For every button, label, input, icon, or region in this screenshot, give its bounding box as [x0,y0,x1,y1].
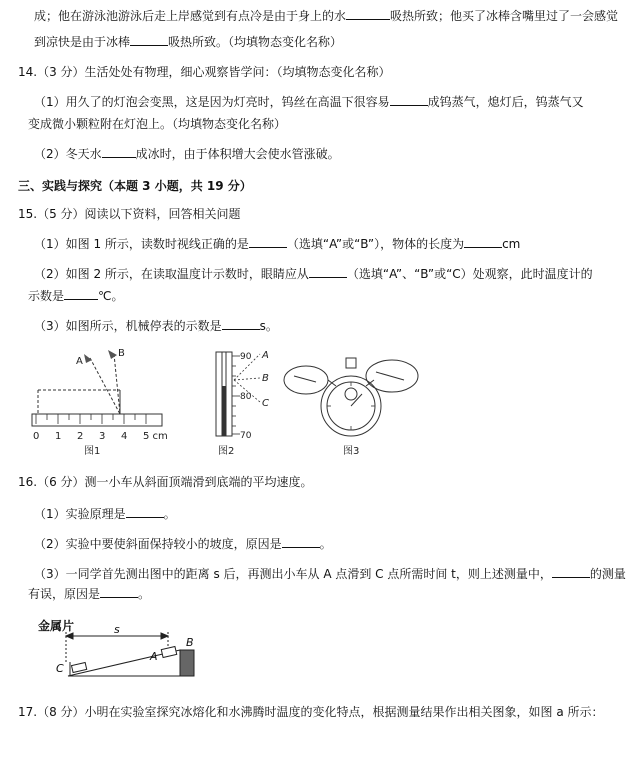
answer-blank[interactable] [126,506,164,518]
tick-label: 80 [240,392,252,402]
label-a: A [76,356,83,367]
answer-blank[interactable] [64,288,98,300]
q14-part1-line1: （1）用久了的灯泡会变黑，这是因为灯亮时，钨丝在高温下很容易 成钨蒸气，熄灯后，钨蒸气又 [34,95,584,109]
tick-label: 70 [240,431,252,441]
label-metal-piece: 金属片 [38,619,75,633]
tick-label: 5 cm [143,431,168,442]
q14-part1-line2: 变成微小颗粒附在灯泡上。（均填物态变化名称） [28,117,287,131]
label-a: A [262,350,269,361]
support-block [180,650,194,676]
answer-blank[interactable] [100,586,138,598]
figure-3-stopwatch [280,350,430,458]
answer-blank[interactable] [249,236,287,248]
label-c: C [56,662,64,675]
label-c: C [262,398,269,409]
section-heading: 三、实践与探究（本题 3 小题，共 19 分） [18,179,252,193]
tick-label: 0 [33,431,40,442]
q17-title: 17.（8 分）小明在实验室探究冰熔化和水沸腾时温度的变化特点，根据测量结果作出相关图象，如图 a 所示： [18,705,604,719]
q16-part3-line2: 有误，原因是 。 [28,587,151,601]
tick-label: 1 [55,431,62,442]
answer-blank[interactable] [130,34,168,46]
answer-blank[interactable] [552,566,590,578]
q15-part3: （3）如图所示，机械停表的示数是 s。 [34,319,278,333]
q14-part2: （2）冬天水 成冰时，由于体积增大会使水管涨破。 [34,147,340,161]
cart-at-c [72,663,87,673]
q16-part2: （2）实验中要使斜面保持较小的坡度，原因是 。 [34,537,332,551]
q15-part2-line2: 示数是 ℃。 [28,289,124,303]
cart-at-a [161,647,176,658]
q16-part3-line1: （3）一同学首先测出图中的距离 s 后，再测出小车从 A 点滑到 C 点所需时间 t，则上述测量中， 的测量 [34,567,626,581]
eye-b-icon [108,350,117,359]
q16-title: 16.（6 分）测一小车从斜面顶端滑到底端的平均速度。 [18,475,313,489]
tick-label: 2 [77,431,84,442]
q15-part2-line1: （2）如图 2 所示，在读取温度计示数时，眼睛应从 （选填“A”、“B”或“C）处观察，此时温度计的 [34,267,593,281]
figure-1-ruler [28,348,178,458]
answer-blank[interactable] [282,536,320,548]
answer-blank[interactable] [346,8,390,20]
mercury-column [222,386,226,436]
answer-blank[interactable] [390,94,428,106]
figure-2-thermometer [200,350,290,458]
incline-figure [30,612,210,684]
answer-blank[interactable] [309,266,347,278]
answer-blank[interactable] [102,146,136,158]
tick-label: 90 [240,352,252,362]
figure-1-caption: 图1 [84,446,101,457]
figure-3-caption: 图3 [343,446,360,457]
label-b: B [186,636,194,649]
q15-title: 15.（5 分）阅读以下资料，回答相关问题 [18,207,241,221]
answer-blank[interactable] [464,236,502,248]
q13-line2: 到凉快是由于冰棒 吸热所致。（均填物态变化名称） [34,35,343,49]
label-a: A [150,650,158,663]
tick-label: 3 [99,431,106,442]
q16-part1: （1）实验原理是 。 [34,507,176,521]
q14-title: 14.（3 分）生活处处有物理，细心观察皆学问：（均填物态变化名称） [18,65,391,79]
q13-line1: 成；他在游泳池游泳后走上岸感觉到有点冷是由于身上的水 吸热所致；他买了冰棒含嘴里过了一会感觉 [34,9,619,23]
label-b: B [118,348,125,359]
tick-label: 4 [121,431,128,442]
label-b: B [262,373,269,384]
answer-blank[interactable] [222,318,260,330]
figure-2-caption: 图2 [218,446,235,457]
q15-part1: （1）如图 1 所示，读数时视线正确的是 （选填“A”或“B”），物体的长度为 cm [34,237,521,251]
label-s: s [114,623,120,636]
